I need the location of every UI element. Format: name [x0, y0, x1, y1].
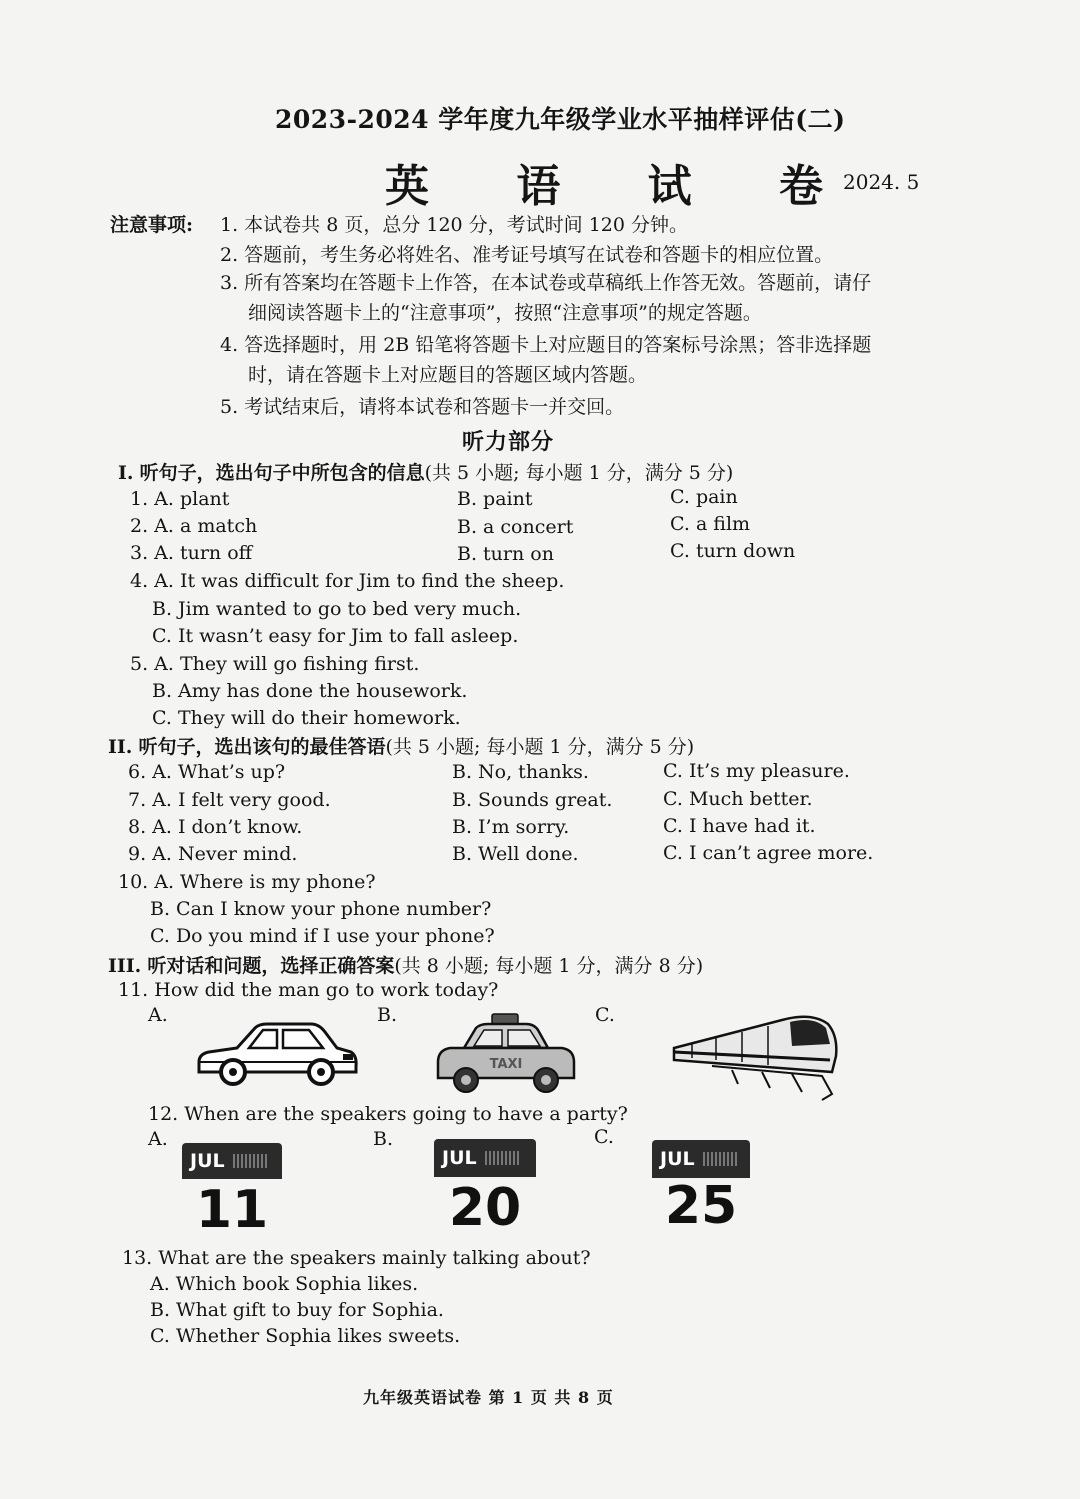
q3-option-b: B. turn on [457, 543, 554, 565]
q8-option-a: 8. A. I don’t know. [128, 816, 303, 838]
train-image [672, 1010, 842, 1102]
q5-option-a: 5. A. They will go fishing first. [130, 653, 420, 675]
q12-question: 12. When are the speakers going to have a party? [148, 1103, 628, 1125]
calendar-c-month: JUL [660, 1148, 695, 1170]
calendar-b-month: JUL [442, 1147, 477, 1169]
section-1-title: 听句子，选出句子中所包含的信息 [139, 462, 425, 484]
calendar-b-header [434, 1139, 536, 1177]
section-3-note: (共 8 小题; 每小题 1 分，满分 8 分) [394, 955, 704, 977]
q13-option-c: C. Whether Sophia likes sweets. [150, 1325, 461, 1347]
notice-item-2: 2. 答题前，考生务必将姓名、准考证号填写在试卷和答题卡的相应位置。 [220, 244, 834, 266]
q8-option-c: C. I have had it. [663, 815, 816, 837]
calendar-a-grill [233, 1154, 267, 1168]
notice-item-4-cont: 时，请在答题卡上对应题目的答题区域内答题。 [248, 364, 648, 386]
calendar-b-grill [485, 1151, 519, 1165]
q13-option-a: A. Which book Sophia likes. [150, 1273, 419, 1295]
exam-date: 2024. 5 [843, 170, 920, 194]
q3-option-c: C. turn down [670, 540, 796, 562]
section-3-heading [108, 951, 703, 978]
q5-option-b: B. Amy has done the housework. [152, 680, 468, 702]
section-3-title: 听对话和问题，选择正确答案 [147, 955, 395, 977]
section-2-num: II. [108, 736, 133, 758]
section-1-num: I. [118, 462, 134, 484]
notice-item-3: 3. 所有答案均在答题卡上作答，在本试卷或草稿纸上作答无效。答题前，请仔 [220, 272, 872, 294]
exam-title: 2023-2024 学年度九年级学业水平抽样评估(二) [275, 105, 846, 134]
car-image [193, 1018, 361, 1088]
q9-option-c: C. I can’t agree more. [663, 842, 874, 864]
q9-option-b: B. Well done. [452, 843, 579, 865]
section-2-heading [108, 732, 694, 759]
q1-option-a: 1. A. plant [130, 488, 230, 510]
q7-option-a: 7. A. I felt very good. [128, 789, 331, 811]
q10-option-a: 10. A. Where is my phone? [118, 871, 376, 893]
notice-item-4: 4. 答选择题时，用 2B 铅笔将答题卡上对应题目的答案标号涂黑；答非选择题 [220, 334, 872, 356]
section-2-title: 听句子，选出该句的最佳答语 [138, 736, 386, 758]
q2-option-c: C. a film [670, 513, 751, 535]
q11-label-a: A. [148, 1004, 168, 1026]
notice-item-1: 1. 本试卷共 8 页，总分 120 分，考试时间 120 分钟。 [220, 214, 689, 236]
q13-question: 13. What are the speakers mainly talking about? [122, 1247, 591, 1269]
calendar-c-header [652, 1140, 750, 1178]
q11-label-b: B. [377, 1004, 398, 1026]
q2-option-a: 2. A. a match [130, 515, 258, 537]
q3-option-a: 3. A. turn off [130, 542, 253, 564]
q10-option-b: B. Can I know your phone number? [150, 898, 492, 920]
q1-option-c: C. pain [670, 486, 738, 508]
section-1-heading [118, 458, 733, 485]
taxi-image [430, 1012, 580, 1096]
q2-option-b: B. a concert [457, 516, 574, 538]
part-title-listening: 听力部分 [462, 429, 555, 455]
q7-option-c: C. Much better. [663, 788, 813, 810]
q11-label-c: C. [595, 1004, 615, 1026]
q4-option-a: 4. A. It was difficult for Jim to find the sheep. [130, 570, 565, 592]
main-title: 英 语 试 卷 [385, 161, 859, 212]
q5-option-c: C. They will do their homework. [152, 707, 461, 729]
calendar-b-day: 20 [448, 1178, 522, 1238]
notice-item-5: 5. 考试结束后，请将本试卷和答题卡一并交回。 [220, 396, 625, 418]
section-3-num: III. [108, 955, 142, 977]
q12-label-a: A. [148, 1128, 168, 1150]
calendar-a-month: JUL [190, 1150, 225, 1172]
q9-option-a: 9. A. Never mind. [128, 843, 298, 865]
q12-label-c: C. [594, 1126, 614, 1148]
calendar-a-header [182, 1143, 282, 1179]
q4-option-c: C. It wasn’t easy for Jim to fall asleep. [152, 625, 519, 647]
q1-option-b: B. paint [457, 488, 533, 510]
calendar-a-day: 11 [195, 1180, 269, 1240]
q4-option-b: B. Jim wanted to go to bed very much. [152, 598, 522, 620]
page-footer: 九年级英语试卷 第 1 页 共 8 页 [363, 1388, 614, 1407]
section-2-note: (共 5 小题; 每小题 1 分，满分 5 分) [385, 736, 695, 758]
q6-option-a: 6. A. What’s up? [128, 761, 286, 783]
calendar-c-grill [703, 1152, 737, 1166]
notice-item-3-cont: 细阅读答题卡上的“注意事项”，按照“注意事项”的规定答题。 [248, 302, 762, 324]
q11-question: 11. How did the man go to work today? [118, 979, 499, 1001]
q12-label-b: B. [373, 1128, 394, 1150]
q7-option-b: B. Sounds great. [452, 789, 613, 811]
q6-option-c: C. It’s my pleasure. [663, 760, 850, 782]
section-1-note: (共 5 小题; 每小题 1 分，满分 5 分) [424, 462, 734, 484]
taxi-sign-text: TAXI [489, 1057, 523, 1072]
notice-label: 注意事项: [110, 214, 194, 236]
q6-option-b: B. No, thanks. [452, 761, 589, 783]
q10-option-c: C. Do you mind if I use your phone? [150, 925, 495, 947]
q13-option-b: B. What gift to buy for Sophia. [150, 1299, 444, 1321]
calendar-c-day: 25 [664, 1176, 738, 1236]
q8-option-b: B. I’m sorry. [452, 816, 570, 838]
